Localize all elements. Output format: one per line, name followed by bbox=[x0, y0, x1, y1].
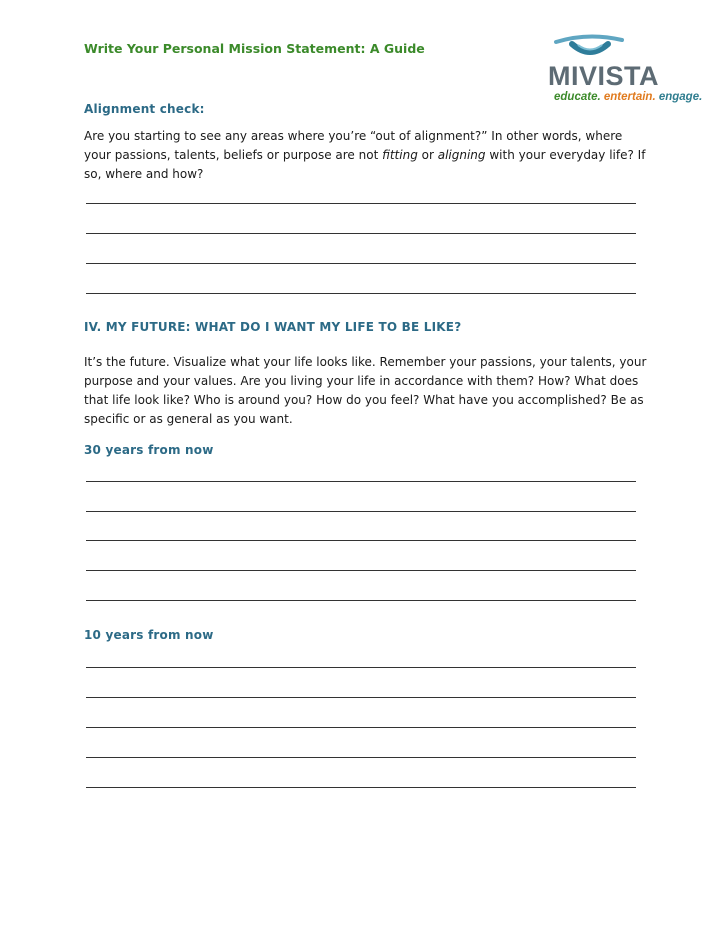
thirty-years-answer-line[interactable] bbox=[86, 481, 636, 482]
alignment-prompt: Are you starting to see any areas where you’re “out of alignment?” In other words, where your passions, talents, beliefs or purpose are not fitting or aligning with your everyday life? If so, where and how? bbox=[84, 129, 646, 181]
tagline-educate: educate. bbox=[554, 91, 601, 103]
alignment-answer-line[interactable] bbox=[86, 293, 636, 294]
thirty-years-heading: 30 years from now bbox=[84, 443, 214, 457]
ten-years-answer-line[interactable] bbox=[86, 727, 636, 728]
alignment-answer-line[interactable] bbox=[86, 263, 636, 264]
mivista-logo bbox=[538, 30, 702, 110]
alignment-answer-line[interactable] bbox=[86, 203, 636, 204]
tagline-entertain: entertain. bbox=[603, 91, 656, 103]
logo-wordmark: MIVISTA bbox=[548, 61, 659, 91]
thirty-years-answer-line[interactable] bbox=[86, 511, 636, 512]
thirty-years-answer-line[interactable] bbox=[86, 540, 636, 541]
alignment-heading: Alignment check: bbox=[84, 102, 205, 116]
ten-years-answer-line[interactable] bbox=[86, 697, 636, 698]
thirty-years-answer-line[interactable] bbox=[86, 570, 636, 571]
tagline-engage: engage. bbox=[658, 91, 703, 103]
future-prompt: It’s the future. Visualize what your life looks like. Remember your passions, your talents, your purpose and your values. Are you living your life in accordance with them? How? What does that life look like? Who is around you? How do you feel? What have you accomplished? Be as specific or as general as you want. bbox=[84, 355, 647, 426]
ten-years-heading: 10 years from now bbox=[84, 628, 214, 642]
ten-years-answer-line[interactable] bbox=[86, 757, 636, 758]
thirty-years-answer-line[interactable] bbox=[86, 600, 636, 601]
alignment-answer-line[interactable] bbox=[86, 233, 636, 234]
ten-years-answer-line[interactable] bbox=[86, 787, 636, 788]
future-heading: IV. MY FUTURE: WHAT DO I WANT MY LIFE TO BE LIKE? bbox=[84, 320, 462, 334]
document-title: Write Your Personal Mission Statement: A Guide bbox=[84, 41, 425, 56]
ten-years-answer-line[interactable] bbox=[86, 667, 636, 668]
logo-tagline bbox=[554, 91, 702, 103]
